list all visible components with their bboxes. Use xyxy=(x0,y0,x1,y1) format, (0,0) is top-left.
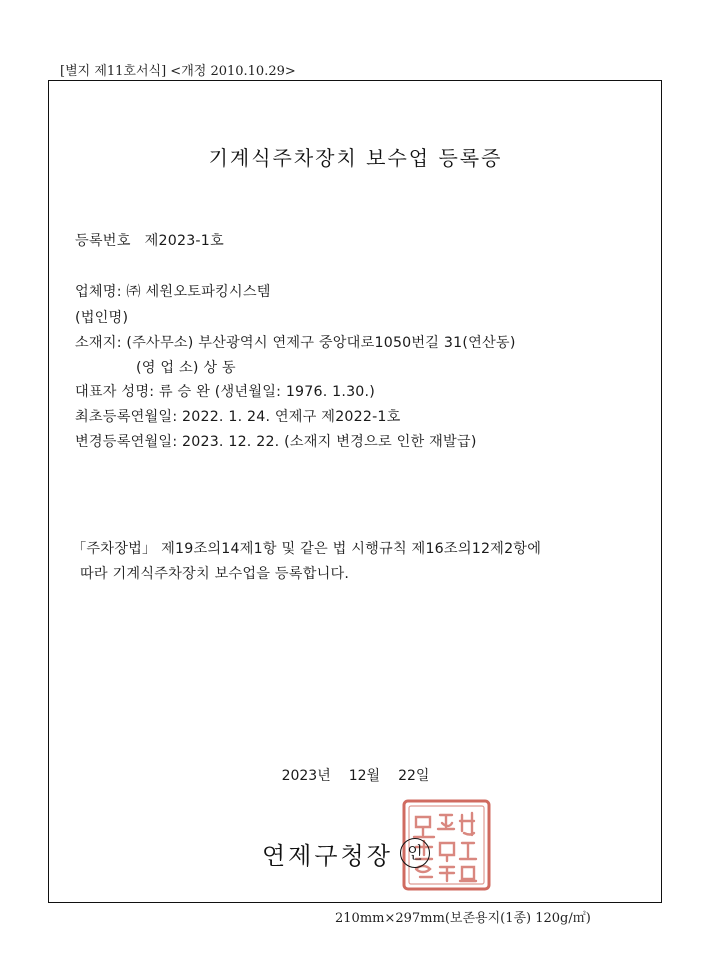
representative-line: 대표자 성명: 류 승 완 (생년월일: 1976. 1.30.) xyxy=(75,384,375,400)
issue-date-month: 12월 xyxy=(348,768,381,784)
seal-mark: 인 xyxy=(400,838,430,868)
changed-registration-date-line: 변경등록연월일: 2023. 12. 22. (소재지 변경으로 인한 재발급) xyxy=(75,434,477,450)
address-branch-line: (영 업 소) 상 동 xyxy=(136,360,236,376)
legal-statement-line-1: 「주차장법」 제19조의14제1항 및 같은 법 시행규칙 제16조의12제2항에 xyxy=(72,541,542,557)
document-title: 기계식주차장치 보수업 등록증 xyxy=(208,146,503,170)
paper-specification: 210mm×297mm(보존용지(1종) 120g/㎡) xyxy=(335,911,591,926)
registration-number-label: 등록번호 xyxy=(75,233,131,249)
issuer-title: 연제구청장 xyxy=(262,842,393,870)
registration-number-line xyxy=(75,230,224,250)
registration-number-value: 제2023-1호 xyxy=(144,233,224,249)
issue-date-year: 2023년 xyxy=(281,768,331,784)
first-registration-date-line: 최초등록연월일: 2022. 1. 24. 연제구 제2022-1호 xyxy=(75,409,401,425)
issue-date-day: 22일 xyxy=(398,768,430,784)
form-identifier: [별지 제11호서식] <개정 2010.10.29> xyxy=(60,64,296,79)
issue-date xyxy=(0,765,711,785)
legal-statement-line-2: 따라 기계식주차장치 보수업을 등록합니다. xyxy=(80,566,350,582)
address-head-office-line: 소재지: (주사무소) 부산광역시 연제구 중앙대로1050번길 31(연산동) xyxy=(75,335,516,351)
company-name-line: 업체명: ㈜ 세원오토파킹시스템 xyxy=(75,284,271,300)
corporate-name-line: (법인명) xyxy=(75,310,129,326)
